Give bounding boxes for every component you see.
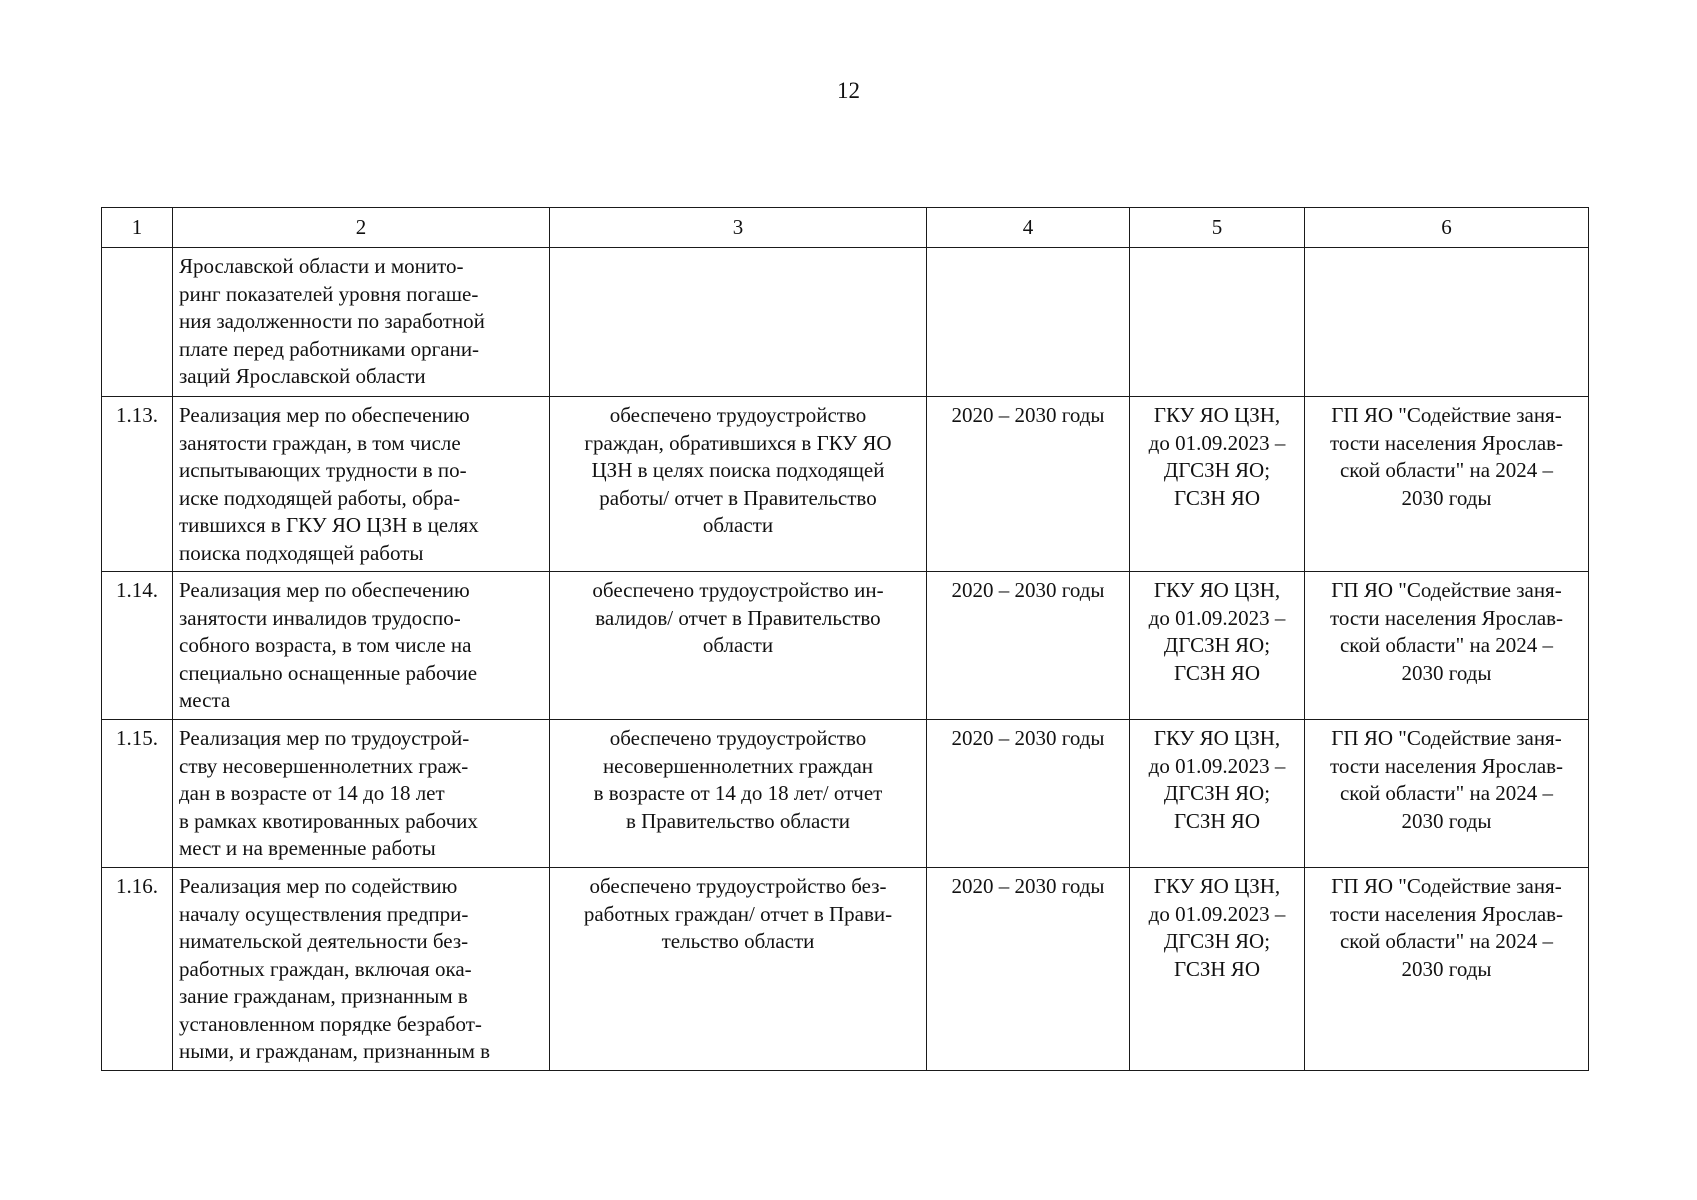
- cell-text-line: тости населения Ярослав-: [1329, 430, 1564, 455]
- cell-text-line: обеспечено трудоустройство: [609, 726, 867, 750]
- result-cell: [550, 248, 927, 397]
- cell-text-line: области: [702, 633, 774, 657]
- cell-text-line: ГКУ ЯО ЦЗН,: [1153, 726, 1281, 750]
- table-row: [102, 572, 1589, 720]
- program-cell: [1305, 397, 1589, 572]
- cell-text-line: специально оснащенные рабочие: [179, 660, 478, 685]
- cell-text-line: ДГСЗН ЯО;: [1163, 458, 1271, 482]
- cell-text-line: нимательской деятельности без-: [179, 929, 469, 953]
- cell-text-line: ГСЗН ЯО: [1174, 660, 1260, 685]
- cell-text-line: 2030 годы: [1401, 485, 1492, 510]
- cell-text-line: 2020 – 2030 годы: [951, 578, 1105, 602]
- result-cell: [550, 397, 927, 572]
- program-cell: [1305, 720, 1589, 868]
- period-cell: [927, 397, 1130, 572]
- cell-text-line: ными, и гражданам, признанным в: [179, 1039, 491, 1063]
- result-cell: [550, 572, 927, 720]
- cell-text-line: Реализация мер по трудоустрой-: [179, 726, 470, 750]
- cell-text-line: плате перед работниками органи-: [179, 336, 480, 361]
- cell-text-line: тости населения Ярослав-: [1329, 753, 1564, 778]
- cell-text-line: до 01.09.2023 –: [1148, 901, 1286, 926]
- cell-text-line: ГП ЯО "Содействие заня-: [1331, 403, 1562, 427]
- cell-text-line: собного возраста, в том числе на: [179, 633, 472, 657]
- cell-text-line: обеспечено трудоустройство без-: [589, 874, 887, 898]
- measure-cell: [173, 248, 550, 397]
- executor-cell: [1130, 248, 1305, 397]
- cell-text-line: обеспечено трудоустройство: [609, 403, 867, 427]
- cell-text-line: до 01.09.2023 –: [1148, 753, 1286, 778]
- period-cell: [927, 572, 1130, 720]
- measure-cell: [173, 397, 550, 572]
- cell-text-line: 2020 – 2030 годы: [951, 726, 1105, 750]
- cell-text-line: в рамках квотированных рабочих: [179, 808, 478, 833]
- measure-cell: [173, 572, 550, 720]
- cell-text-line: ГСЗН ЯО: [1174, 485, 1260, 510]
- cell-text-line: обеспечено трудоустройство ин-: [592, 578, 884, 602]
- cell-text-line: области: [702, 513, 774, 537]
- cell-text-line: дан в возрасте от 14 до 18 лет: [179, 781, 445, 805]
- cell-text-line: установленном порядке безработ-: [179, 1011, 482, 1036]
- cell-text-line: ДГСЗН ЯО;: [1163, 781, 1271, 805]
- cell-text-line: в Правительство области: [625, 808, 851, 833]
- program-cell: [1305, 868, 1589, 1071]
- cell-text-line: ГКУ ЯО ЦЗН,: [1153, 578, 1281, 602]
- cell-text-line: занятости граждан, в том числе: [179, 430, 461, 455]
- cell-text-line: занятости инвалидов трудоспо-: [179, 605, 461, 630]
- cell-text-line: 2030 годы: [1401, 808, 1492, 833]
- cell-text-line: ГКУ ЯО ЦЗН,: [1153, 874, 1281, 898]
- cell-text-line: в возрасте от 14 до 18 лет/ отчет: [593, 781, 883, 805]
- page-number: 12: [837, 78, 860, 103]
- program-cell: [1305, 572, 1589, 720]
- header-cell: 1: [102, 208, 173, 248]
- result-cell: [550, 868, 927, 1071]
- table-row: [102, 868, 1589, 1071]
- cell-text-line: 2030 годы: [1401, 956, 1492, 981]
- table-row: [102, 720, 1589, 868]
- cell-text-line: ГП ЯО "Содействие заня-: [1331, 874, 1562, 898]
- cell-text-line: 2020 – 2030 годы: [951, 403, 1105, 427]
- row-number-cell: 1.15.: [102, 720, 173, 868]
- table-row: [102, 397, 1589, 572]
- executor-cell: [1130, 868, 1305, 1071]
- cell-text-line: 2020 – 2030 годы: [951, 874, 1105, 898]
- cell-text-line: места: [179, 688, 231, 712]
- cell-text-line: ГП ЯО "Содействие заня-: [1331, 726, 1562, 750]
- cell-text-line: ской области" на 2024 –: [1339, 633, 1554, 657]
- cell-text-line: тельство области: [661, 929, 815, 953]
- cell-text-line: Ярославской области и монито-: [179, 254, 464, 278]
- cell-text-line: граждан, обратившихся в ГКУ ЯО: [584, 430, 892, 455]
- executor-cell: [1130, 572, 1305, 720]
- header-cell: 4: [927, 208, 1130, 248]
- cell-text-line: несовершеннолетних граждан: [602, 753, 874, 778]
- cell-text-line: заций Ярославской области: [179, 364, 426, 388]
- cell-text-line: ринг показателей уровня погаше-: [179, 281, 479, 306]
- cell-text-line: Реализация мер по содействию: [179, 874, 458, 898]
- cell-text-line: ской области" на 2024 –: [1339, 458, 1554, 482]
- cell-text-line: ДГСЗН ЯО;: [1163, 633, 1271, 657]
- cell-text-line: началу осуществления предпри-: [179, 901, 469, 926]
- period-cell: [927, 868, 1130, 1071]
- measure-cell: [173, 720, 550, 868]
- cell-text-line: иске подходящей работы, обра-: [179, 485, 461, 510]
- program-cell: [1305, 248, 1589, 397]
- cell-text-line: тости населения Ярослав-: [1329, 605, 1564, 630]
- cell-text-line: ству несовершеннолетних граж-: [179, 753, 469, 778]
- period-cell: [927, 248, 1130, 397]
- cell-text-line: до 01.09.2023 –: [1148, 430, 1286, 455]
- cell-text-line: Реализация мер по обеспечению: [179, 403, 470, 427]
- cell-text-line: ской области" на 2024 –: [1339, 781, 1554, 805]
- cell-text-line: ГП ЯО "Содействие заня-: [1331, 578, 1562, 602]
- cell-text-line: ской области" на 2024 –: [1339, 929, 1554, 953]
- row-number-cell: 1.16.: [102, 868, 173, 1071]
- cell-text-line: работных граждан, включая ока-: [179, 956, 472, 981]
- cell-text-line: работы/ отчет в Правительство: [599, 485, 877, 510]
- measure-cell: [173, 868, 550, 1071]
- cell-text-line: до 01.09.2023 –: [1148, 605, 1286, 630]
- header-cell: 6: [1305, 208, 1589, 248]
- cell-text-line: зание гражданам, признанным в: [179, 984, 468, 1008]
- period-cell: [927, 720, 1130, 868]
- cell-text-line: поиска подходящей работы: [179, 540, 424, 565]
- executor-cell: [1130, 720, 1305, 868]
- cell-text-line: ния задолженности по заработной: [179, 309, 485, 333]
- cell-text-line: работных граждан/ отчет в Прави-: [583, 901, 893, 926]
- executor-cell: [1130, 397, 1305, 572]
- row-number-cell: 1.13.: [102, 397, 173, 572]
- cell-text-line: 2030 годы: [1401, 660, 1492, 685]
- cell-text-line: тости населения Ярослав-: [1329, 901, 1564, 926]
- cell-text-line: Реализация мер по обеспечению: [179, 578, 470, 602]
- row-number-cell: 1.14.: [102, 572, 173, 720]
- cell-text-line: ГСЗН ЯО: [1174, 808, 1260, 833]
- cell-text-line: ЦЗН в целях поиска подходящей: [591, 458, 885, 482]
- cell-text-line: тившихся в ГКУ ЯО ЦЗН в целях: [179, 513, 479, 537]
- table-row: [102, 248, 1589, 397]
- cell-text-line: ГКУ ЯО ЦЗН,: [1153, 403, 1281, 427]
- cell-text-line: мест и на временные работы: [179, 836, 436, 860]
- cell-text-line: ГСЗН ЯО: [1174, 956, 1260, 981]
- cell-text-line: валидов/ отчет в Правительство: [595, 605, 881, 630]
- cell-text-line: ДГСЗН ЯО;: [1163, 929, 1271, 953]
- row-number-cell: [102, 248, 173, 397]
- cell-text-line: испытывающих трудности в по-: [179, 458, 467, 482]
- table-header-row: [102, 208, 1589, 248]
- header-cell: 5: [1130, 208, 1305, 248]
- measures-table: [101, 207, 1589, 1071]
- header-cell: 2: [173, 208, 550, 248]
- header-cell: 3: [550, 208, 927, 248]
- result-cell: [550, 720, 927, 868]
